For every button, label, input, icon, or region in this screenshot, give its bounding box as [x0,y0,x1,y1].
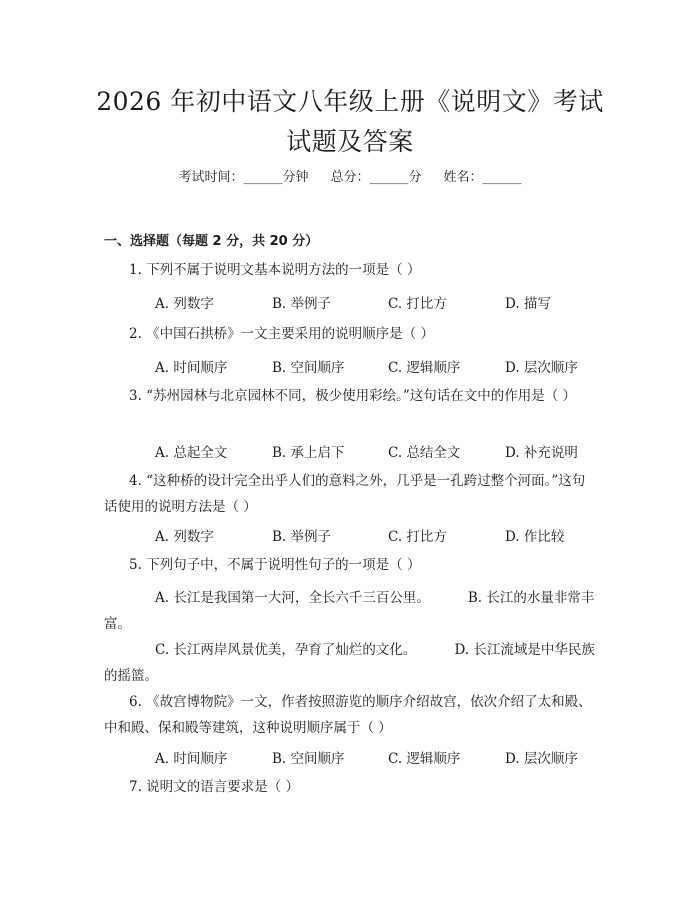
q4-option-a: A. 列数字 [155,529,214,545]
q4-option-c: C. 打比方 [388,529,447,545]
question-1-options [155,292,605,312]
q1-option-d: D. 描写 [505,296,551,312]
q1-option-c: C. 打比方 [388,296,447,312]
q2-option-a: A. 时间顺序 [155,360,228,376]
q6-option-b: B. 空间顺序 [272,751,345,767]
q6-option-d: D. 层次顺序 [505,751,578,767]
total-score-field: 总分：______分 [330,170,422,185]
question-2-options [155,356,605,376]
question-3-options [155,441,605,461]
q5-option-b: B. 长江的水量非常丰富。 [104,590,595,632]
exam-info [0,168,700,188]
q3-option-c: C. 总结全文 [388,445,461,461]
q1-option-a: A. 列数字 [155,296,214,312]
q3-option-b: B. 承上启下 [272,445,345,461]
title-line-2: 试题及答案 [286,127,414,156]
q2-option-b: B. 空间顺序 [272,360,345,376]
question-5-options-ab [104,585,598,637]
document-title [60,82,640,162]
question-1: 1. 下列不属于说明文基本说明方法的一项是（ ） [129,262,421,278]
question-7: 7. 说明文的语言要求是（ ） [129,779,299,795]
q2-option-c: C. 逻辑顺序 [388,360,461,376]
q3-option-a: A. 总起全文 [155,445,228,461]
exam-time-field: 考试时间：______分钟 [178,170,309,185]
section-heading-choice: 一、选择题（每题 2 分，共 20 分） [104,234,319,249]
question-6: 6. 《故宫博物院》一文，作者按照游览的顺序介绍故宫，依次介绍了太和殿、中和殿、保和殿等建筑，这种说明顺序属于（ ） [104,694,592,736]
question-5: 5. 下列句子中，不属于说明性句子的一项是（ ） [129,557,421,573]
q5-option-c: C. 长江两岸风景优美，孕育了灿烂的文化。 [155,642,417,658]
q5-option-d: D. 长江流域是中华民族的摇篮。 [104,642,595,684]
question-4: 4. “这种桥的设计完全出乎人们的意料之外，几乎是一孔跨过整个河面。”这句话使用的说明方法是（ ） [104,473,586,515]
question-2: 2. 《中国石拱桥》一文主要采用的说明顺序是（ ） [129,326,434,342]
q5-option-a: A. 长江是我国第一大河，全长六千三百公里。 [155,590,430,606]
q4-option-b: B. 举例子 [272,529,332,545]
q6-option-c: C. 逻辑顺序 [388,751,461,767]
question-5-options-cd [104,637,598,689]
question-4-options [155,525,605,545]
q4-option-d: D. 作比较 [505,529,565,545]
q2-option-d: D. 层次顺序 [505,360,578,376]
title-line-1: 2026 年初中语文八年级上册《说明文》考试 [96,87,604,116]
question-3: 3. “苏州园林与北京园林不同，极少使用彩绘。”这句话在文中的作用是（ ） [129,388,577,404]
q3-option-d: D. 补充说明 [505,445,578,461]
question-6-options [155,747,605,767]
q6-option-a: A. 时间顺序 [155,751,228,767]
q1-option-b: B. 举例子 [272,296,332,312]
student-name-field: 姓名：______ [443,170,522,185]
